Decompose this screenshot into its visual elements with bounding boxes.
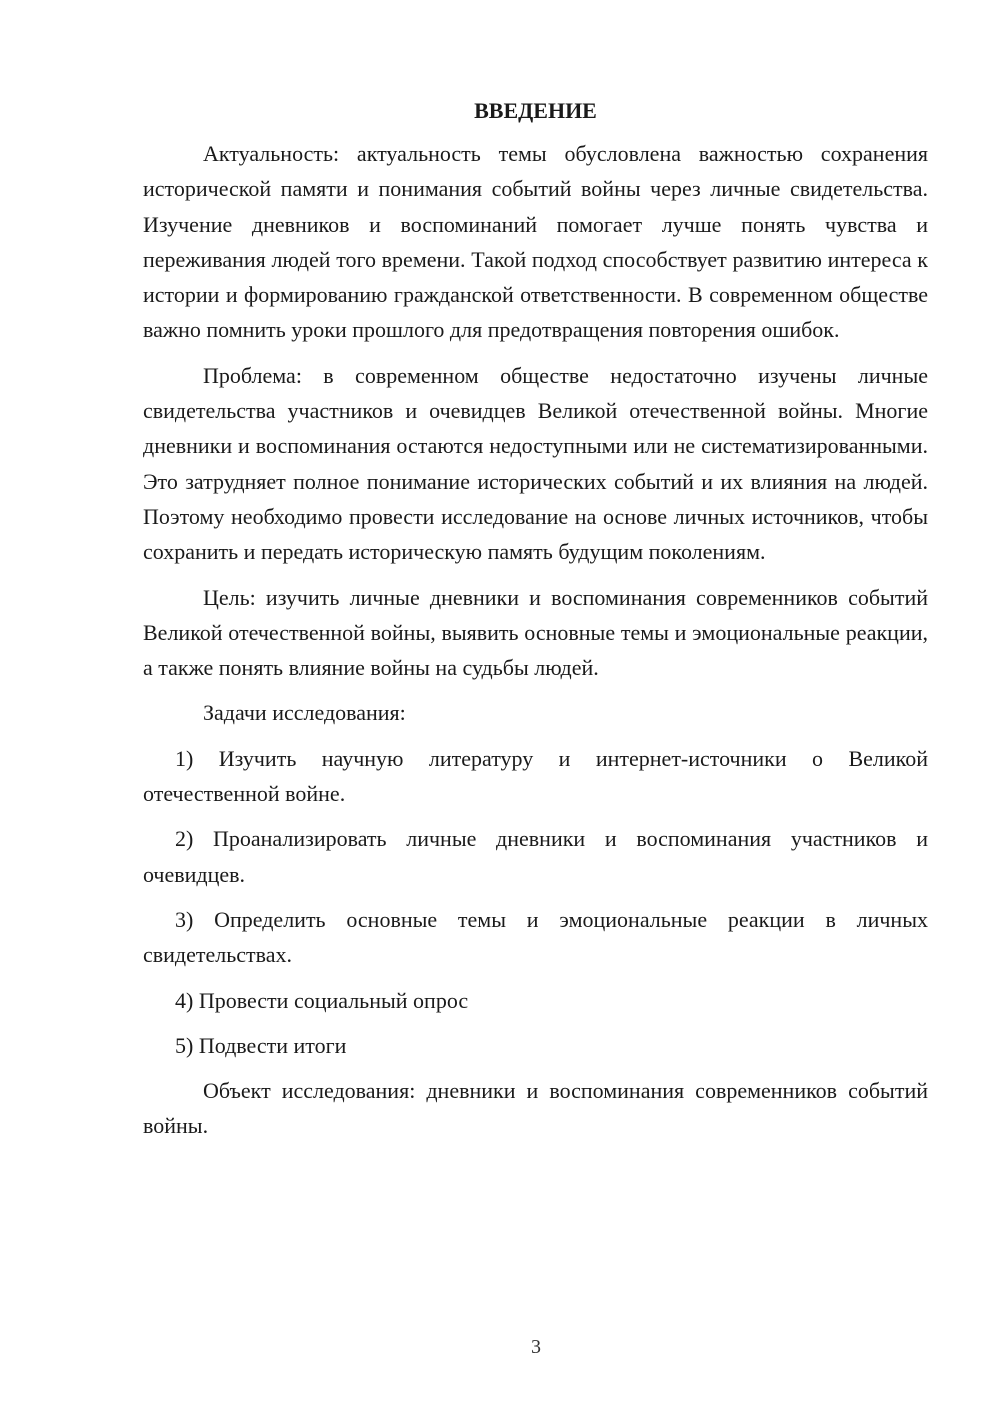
task-item-1: 1) Изучить научную литературу и интернет-источники о Великой отечественной войне. [143,745,928,807]
paragraph-relevance: Актуальность: актуальность темы обусловлена важностью сохранения исторической памяти и понимания событий войны через личные свидетельства. Изучение дневников и воспоминаний помогает лучше понять чувства и переживания людей того времени. Такой подход способствует развитию интереса к истории и формированию гражданской ответственности. В современном обществе важно помнить уроки прошлого для предотвращения повторения ошибок. [143,141,928,343]
page-number: 3 [531,1336,541,1358]
task-item-3: 3) Определить основные темы и эмоциональные реакции в личных свидетельствах. [143,906,928,968]
paragraph-tasks-heading: Задачи исследования: [203,700,406,726]
paragraph-goal: Цель: изучить личные дневники и воспоминания современников событий Великой отечественной войны, выявить основные темы и эмоциональные реакции, а также понять влияние войны на судьбы людей. [143,584,928,681]
task-item-4: 4) Провести социальный опрос [175,987,469,1013]
paragraph-problem: Проблема: в современном обществе недостаточно изучены личные свидетельства участников и очевидцев Великой отечественной войны. Многие дневники и воспоминания остаются недоступными или не систематизированными. Это затрудняет полное понимание исторических событий и их влияния на людей. Поэтому необходимо провести исследование на основе личных источников, чтобы сохранить и передать историческую память будущим поколениям. [143,362,928,565]
task-item-2: 2) Проанализировать личные дневники и воспоминания участников и очевидцев. [143,826,928,887]
task-item-5: 5) Подвести итоги [175,1032,347,1058]
paragraph-object: Объект исследования: дневники и воспоминания современников событий войны. [143,1078,928,1139]
document-body [143,94,928,1154]
section-title: ВВЕДЕНИЕ [474,98,597,123]
